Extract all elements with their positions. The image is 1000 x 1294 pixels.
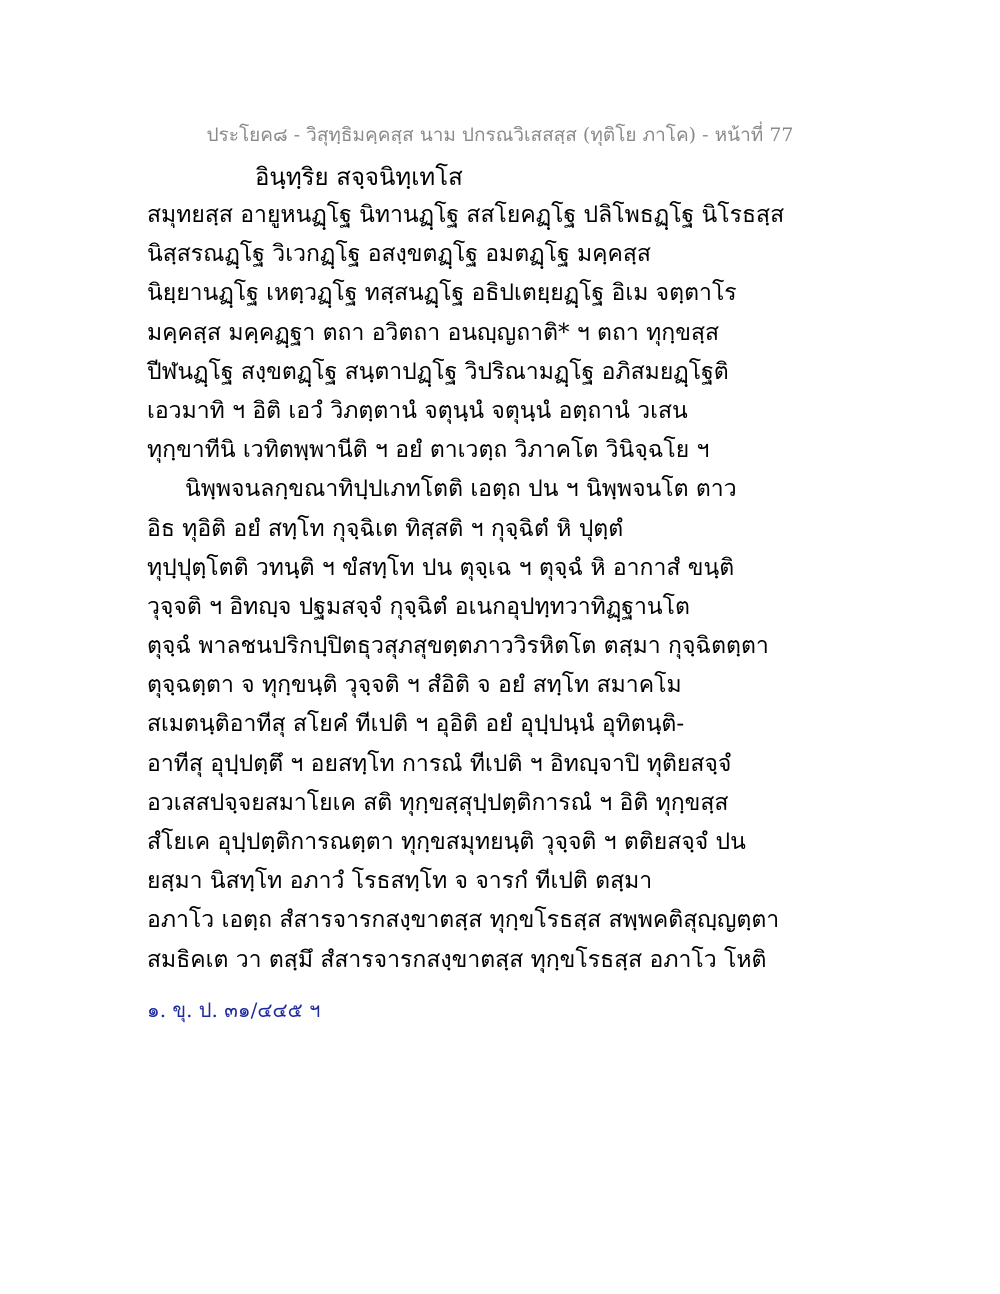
text-line: สเมตนฺติอาทีสุ สโยคํ ทีเปติ ฯ อุอิติ อยํ อุปฺปนฺนํ อุทิตนฺติ-: [147, 711, 685, 738]
text-line: อวเสสปจฺจยสมาโยเค สติ ทุกฺขสฺสุปฺปตฺติการณํ ฯ อิติ ทุกฺขสฺส: [147, 789, 729, 816]
text-line: สมุทยสฺส อายูหนฏฺโฐ นิทานฏฺโฐ สสโยคฏฺโฐ ปลิโพธฏฺโฐ นิโรธสฺส: [147, 202, 785, 228]
text-line: อาทีสุ อุปฺปตฺตึ ฯ อยสทฺโท การณํ ทีเปติ ฯ อิทญฺจาปิ ทุติยสจฺจํ: [147, 750, 732, 777]
text-line: มคฺคสฺส มคฺคฏฺฐา ตถา อวิตถา อนญฺญถาติ* ฯ ตถา ทุกฺขสฺส: [147, 319, 720, 346]
text-line: นิยฺยานฏฺโฐ เหตฺวฏฺโฐ ทสฺสนฏฺโฐ อธิปเตยฺยฏฺโฐ อิเม จตฺตาโร: [147, 280, 737, 307]
text-line: เอวมาทิ ฯ อิติ เอวํ วิภตฺตานํ จตุนฺนํ จตุนฺนํ อตฺถานํ วเสน: [147, 397, 688, 424]
text-line: สํโยเค อุปฺปตฺติการณตฺตา ทุกฺขสมุทยนฺติ วุจฺจติ ฯ ตติยสจฺจํ ปน: [147, 829, 746, 855]
text-line: ตุจฺฉํ พาลชนปริกปฺปิตธุวสุภสุขตฺตภาววิรหิตโต ตสฺมา กุจฺฉิตตฺตา: [147, 633, 769, 660]
text-line: อิธ ทุอิติ อยํ สทฺโท กุจฺฉิเต ทิสฺสติ ฯ กุจฺฉิตํ หิ ปุตฺตํ: [147, 515, 624, 542]
text-line: ปีฬนฏฺโฐ สงฺขตฏฺโฐ สนฺตาปฏฺโฐ วิปริณามฏฺโฐ อภิสมยฏฺโฐติ: [147, 358, 729, 385]
running-header: ประโยค๘ - วิสุทฺธิมคฺคสฺส นาม ปกรณวิเสสสฺส (ทุติโย ภาโค) - หน้าที่ 77: [206, 124, 794, 146]
text-line: ทุกฺขาทีนิ เวทิตพฺพานีติ ฯ อยํ ตาเวตฺถ วิภาคโต วินิจฺฉโย ฯ: [147, 437, 710, 464]
text-line: ตุจฺฉตฺตา จ ทุกฺขนฺติ วุจฺจติ ฯ สํอิติ จ อยํ สทฺโท สมาคโม: [147, 672, 682, 699]
body-text: [147, 196, 785, 980]
text-line: นิสฺสรณฏฺโฐ วิเวกฏฺโฐ อสงฺขตฏฺโฐ อมตฏฺโฐ มคฺคสฺส: [147, 241, 651, 268]
text-line: อภาโว เอตฺถ สํสารจารกสงฺขาตสฺส ทุกฺขโรธสฺส สพฺพคติสุญฺญตฺตา: [147, 907, 780, 934]
text-line: สมธิคเต วา ตสฺมึ สํสารจารกสงฺขาตสฺส ทุกฺขโรธสฺส อภาโว โหติ: [147, 946, 767, 973]
text-line: ทุปฺปุตฺโตติ วทนฺติ ฯ ขํสทฺโท ปน ตุจฺเฉ ฯ ตุจฺฉํ หิ อากาสํ ขนฺติ: [147, 554, 735, 581]
footnote: ๑. ขุ. ป. ๓๑/๔๔๕ ฯ: [147, 998, 321, 1022]
text-line: วุจฺจติ ฯ อิทญฺจ ปฐมสจฺจํ กุจฺฉิตํ อเนกอุปทฺทวาทิฏฺฐานโต: [147, 593, 690, 620]
section-heading: อินฺทฺริย สจฺจนิทฺเทโส: [255, 163, 463, 191]
paragraph-first-line: นิพฺพจนลกฺขณาทิปฺปเภทโตติ เอตฺถ ปน ฯ นิพฺพจนโต ตาว: [185, 476, 737, 503]
text-line: ยสฺมา นิสทฺโท อภาวํ โรธสทฺโท จ จารกํ ทีเปติ ตสฺมา: [147, 868, 653, 895]
